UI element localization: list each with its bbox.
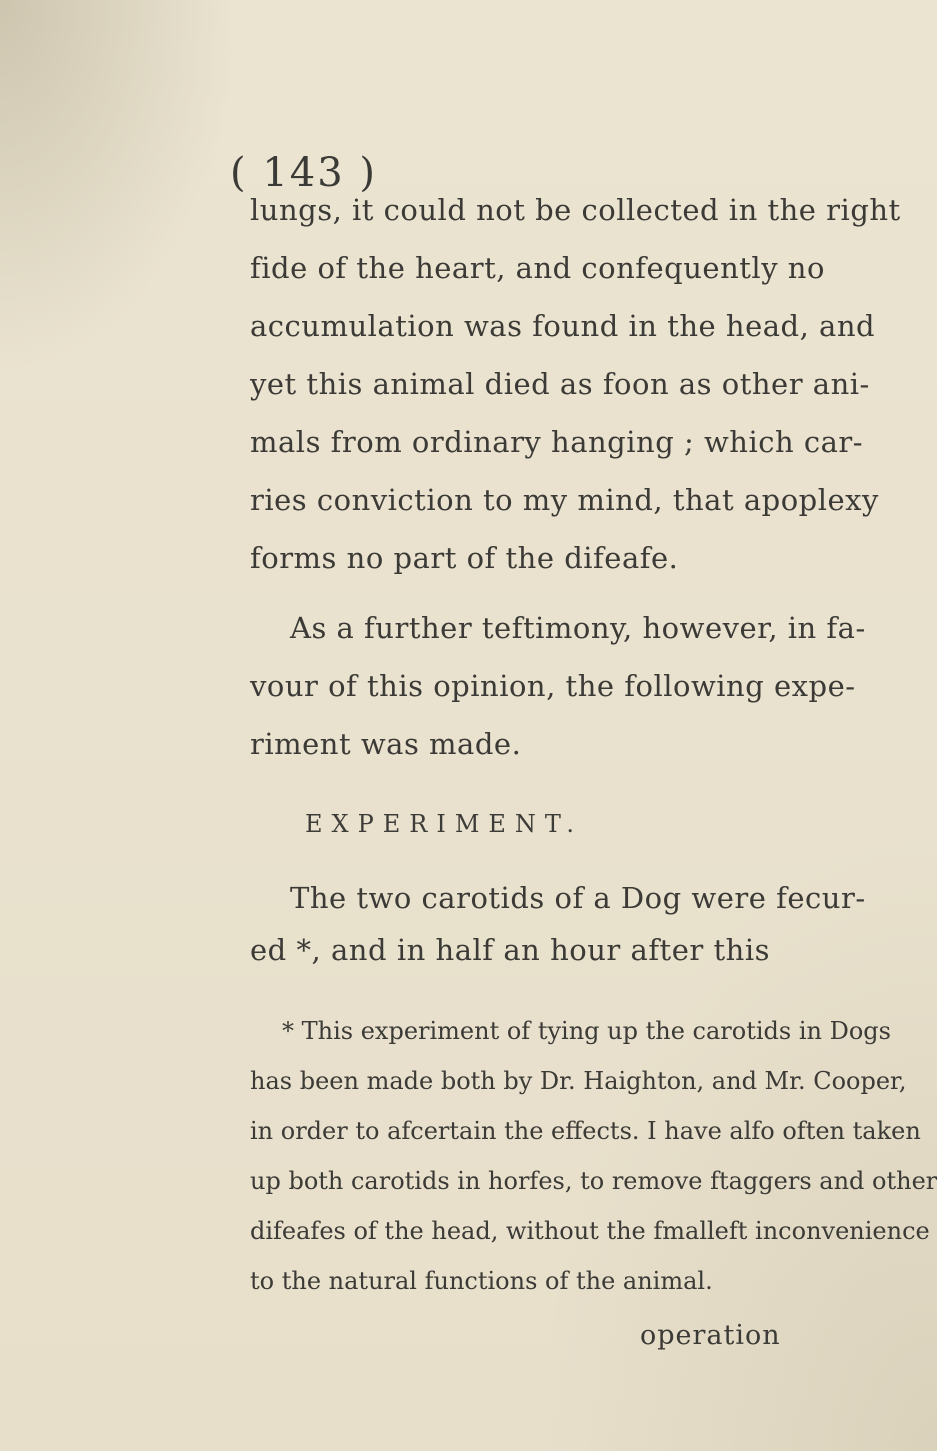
text-line: fide of the heart, and confequently no: [250, 251, 825, 285]
text-line: mals from ordinary hanging ; which car-: [250, 425, 864, 459]
catchword: operation: [640, 1320, 781, 1351]
footnote-line: has been made both by Dr. Haighton, and Mr. Cooper,: [250, 1067, 907, 1095]
page-number: ( 143 ): [230, 150, 377, 196]
footnote-line: up both carotids in horfes, to remove ftaggers and other: [250, 1167, 937, 1195]
text-line: vour of this opinion, the following expe-: [250, 669, 856, 703]
footnote-line: * This experiment of tying up the carotids in Dogs: [282, 1017, 891, 1045]
text-line: The two carotids of a Dog were fecur-: [290, 881, 866, 915]
text-line: riment was made.: [250, 727, 522, 761]
footnote-line: to the natural functions of the animal.: [250, 1267, 713, 1295]
text-line: lungs, it could not be collected in the right: [250, 193, 901, 227]
text-line: forms no part of the difeafe.: [250, 541, 679, 575]
text-line: yet this animal died as foon as other ani-: [250, 367, 870, 401]
footnote-line: in order to afcertain the effects. I have alfo often taken: [250, 1117, 921, 1145]
text-line: accumulation was found in the head, and: [250, 309, 876, 343]
text-line: ed *, and in half an hour after this: [250, 933, 770, 967]
footnote-line: difeafes of the head, without the fmalleft inconvenience: [250, 1217, 930, 1245]
text-line: ries conviction to my mind, that apoplexy: [250, 483, 879, 517]
section-heading: EXPERIMENT.: [305, 810, 584, 838]
text-line: As a further teftimony, however, in fa-: [290, 611, 866, 645]
